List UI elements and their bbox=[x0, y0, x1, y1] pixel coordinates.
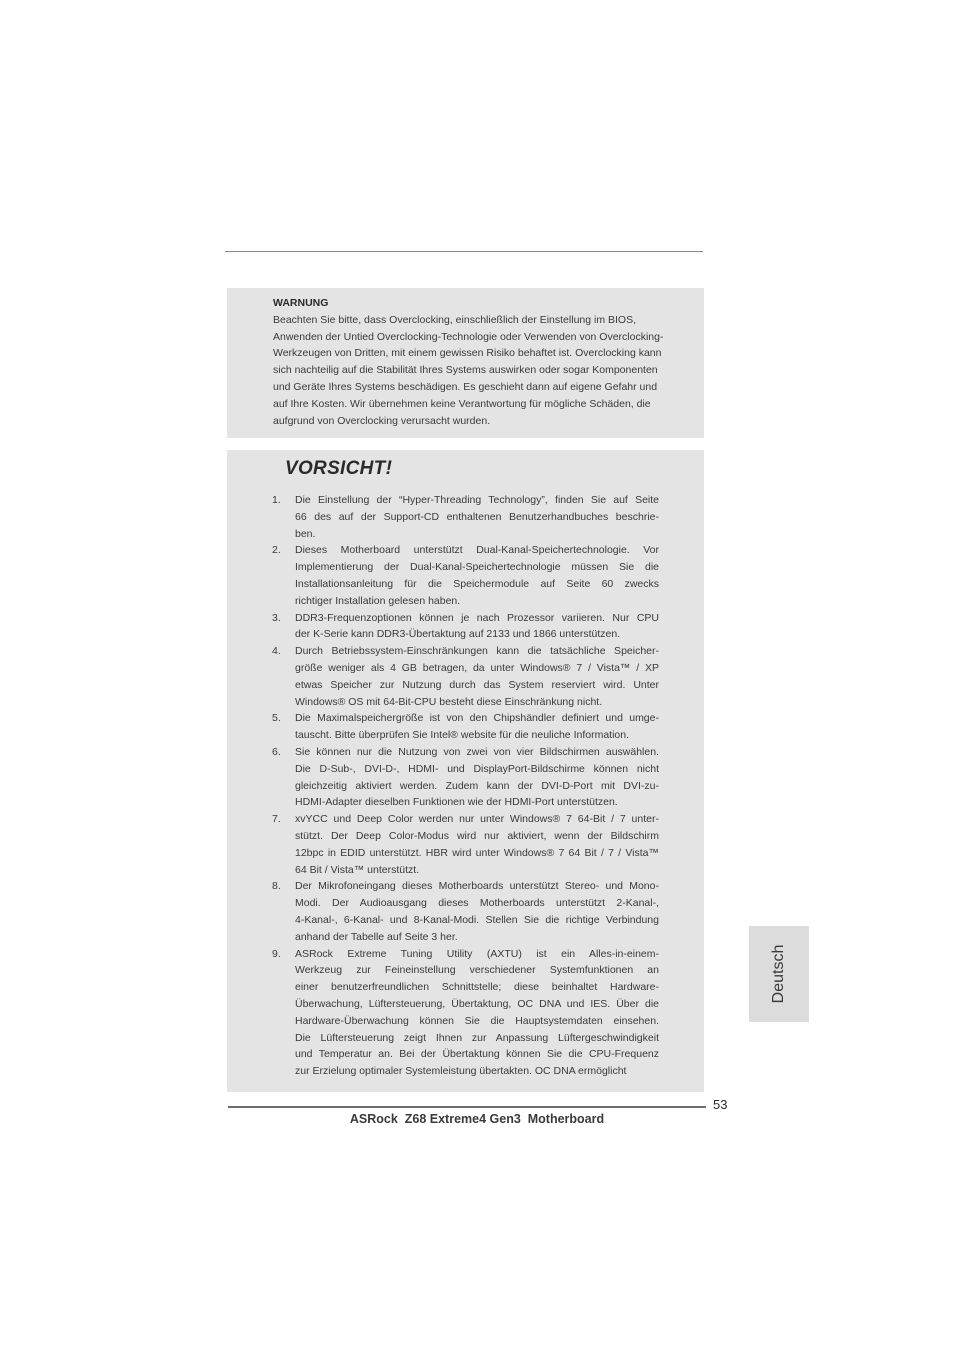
list-item-line: der K-Serie kann DDR3-Übertaktung auf 2133 und 1866 unterstützen. bbox=[295, 628, 621, 641]
list-item-line: Implementierung der Dual-Kanal-Speichertechnologie müssen Sie die bbox=[295, 561, 659, 574]
list-item-line: Hardware-Überwachung können Sie die Hauptsystemdaten einsehen. bbox=[295, 1014, 659, 1027]
list-item-line: Windows® OS mit 64-Bit-CPU besteht diese Einschränkung nicht. bbox=[295, 695, 603, 708]
list-item bbox=[227, 492, 704, 542]
list-item-line: tauscht. Bitte überprüfen Sie Intel® website für die neuliche Information. bbox=[295, 729, 630, 742]
list-item bbox=[227, 710, 704, 744]
list-item-number: 8. bbox=[272, 880, 281, 893]
list-item-line: Sie können nur die Nutzung von zwei von vier Bildschirmen auswählen. bbox=[295, 745, 659, 758]
list-item-line: 64 Bit / Vista™ unterstützt. bbox=[295, 863, 420, 876]
language-tab-label: Deutsch bbox=[770, 944, 787, 1004]
list-item-number: 4. bbox=[272, 645, 281, 658]
list-item-line: Modi. Der Audioausgang dieses Motherboards unterstützt 2-Kanal-, bbox=[295, 897, 659, 910]
list-item-text bbox=[295, 946, 659, 1080]
list-item-number: 2. bbox=[272, 544, 281, 557]
list-item-line: 4-Kanal-, 6-Kanal- und 8-Kanal-Modi. Stellen Sie die richtige Verbindung bbox=[295, 913, 659, 926]
list-item-line: richtiger Installation gelesen haben. bbox=[295, 594, 461, 607]
list-item-number: 9. bbox=[272, 947, 281, 960]
list-item-text bbox=[295, 643, 659, 710]
list-item-line: etwas Speicher zur Nutzung durch das System reserviert wird. Unter bbox=[295, 678, 659, 691]
warning-line: auf Ihre Kosten. Wir übernehmen keine Verantwortung für mögliche Schäden, die bbox=[273, 397, 651, 410]
warning-line: und Geräte Ihres Systems beschädigen. Es geschieht dann auf eigene Gefahr und bbox=[273, 380, 658, 393]
warning-line: Beachten Sie bitte, dass Overclocking, einschließlich der Einstellung im BIOS, bbox=[273, 313, 637, 326]
list-item-line: Die Maximalspeichergröße ist von den Chipshändler definiert und umge- bbox=[295, 712, 659, 725]
list-item-text bbox=[295, 744, 659, 811]
list-item bbox=[227, 610, 704, 644]
list-item-number: 3. bbox=[272, 611, 281, 624]
list-item-number: 6. bbox=[272, 745, 281, 758]
list-item-line: Die Lüftersteuerung zeigt Ihnen zur Anpassung Lüftergeschwindigkeit bbox=[295, 1031, 659, 1044]
list-item-text bbox=[295, 710, 659, 744]
warning-line: Anwenden der Untied Overclocking-Technologie oder Verwenden von Overclocking- bbox=[273, 330, 664, 343]
list-item-line: gleichzeitig aktiviert werden. Zudem kann der DVI-D-Port mit DVI-zu- bbox=[295, 779, 659, 792]
caution-title: VORSICHT! bbox=[285, 458, 393, 479]
list-item bbox=[227, 878, 704, 945]
list-item-line: und Temperatur an. Bei der Übertaktung können Sie die CPU-Frequenz bbox=[295, 1048, 659, 1061]
list-item-line: zur Erzielung optimaler Systemleistung übertakten. OC DNA ermöglicht bbox=[295, 1065, 627, 1078]
list-item-line: DDR3-Frequenzoptionen können je nach Prozessor variieren. Nur CPU bbox=[295, 611, 659, 624]
list-item-line: Dieses Motherboard unterstützt Dual-Kanal-Speichertechnologie. Vor bbox=[295, 544, 659, 557]
list-item-line: stützt. Der Deep Color-Modus wird nur aktiviert, wenn der Bildschirm bbox=[295, 829, 659, 842]
list-item-line: Der Mikrofoneingang dieses Motherboards unterstützt Stereo- und Mono- bbox=[295, 880, 659, 893]
caution-list bbox=[227, 492, 704, 1080]
warning-line: Werkzeugen von Dritten, mit einem gewissen Risiko behaftet ist. Overclocking kann bbox=[273, 347, 662, 360]
list-item-line: größe weniger als 4 GB betragen, da unter Windows® 7 / Vista™ / XP bbox=[295, 661, 659, 674]
list-item-line: einer benutzerfreundlichen Schnittstelle; diese beinhaltet Hardware- bbox=[295, 981, 659, 994]
list-item-text bbox=[295, 811, 659, 878]
list-item bbox=[227, 542, 704, 609]
list-item-line: Werkzeug zur Feineinstellung verschiedener Systemfunktionen an bbox=[295, 964, 659, 977]
warning-line: sich nachteilig auf die Stabilität Ihres Systems auswirken oder sogar Komponenten bbox=[273, 364, 658, 377]
list-item-line: ben. bbox=[295, 527, 316, 540]
list-item-line: Überwachung, Lüftersteuerung, Übertaktung, OC DNA und IES. Über die bbox=[295, 997, 659, 1010]
list-item-text bbox=[295, 610, 659, 644]
page-number: 53 bbox=[713, 1097, 728, 1112]
warning-line: aufgrund von Overclocking verursacht wurden. bbox=[273, 414, 491, 427]
list-item-line: anhand der Tabelle auf Seite 3 her. bbox=[295, 930, 458, 943]
list-item-line: Durch Betriebssystem-Einschränkungen kann die tatsächliche Speicher- bbox=[295, 645, 659, 658]
list-item-text bbox=[295, 878, 659, 945]
list-item-line: Die Einstellung der “Hyper-Threading Technology”, finden Sie auf Seite bbox=[295, 494, 659, 506]
list-item-line: 12bpc in EDID unterstützt. HBR wird unter Windows® 7 64 Bit / 7 / Vista™ bbox=[295, 846, 659, 859]
language-tab bbox=[749, 926, 809, 1022]
list-item bbox=[227, 643, 704, 710]
list-item-line: HDMI-Adapter dieselben Funktionen wie der HDMI-Port unterstützen. bbox=[295, 796, 618, 809]
warning-box bbox=[227, 288, 704, 438]
list-item bbox=[227, 811, 704, 878]
list-item bbox=[227, 946, 704, 1080]
list-item-line: ASRock Extreme Tuning Utility (AXTU) ist ein Alles-in-einem- bbox=[295, 947, 659, 960]
warning-title: WARNUNG bbox=[273, 297, 329, 309]
list-item-text bbox=[295, 542, 659, 609]
list-item-line: xvYCC und Deep Color werden nur unter Windows® 7 64-Bit / 7 unter- bbox=[295, 813, 659, 826]
list-item bbox=[227, 744, 704, 811]
bottom-divider bbox=[228, 1106, 706, 1108]
list-item-line: 66 des auf der Support-CD enthaltenen Benutzerhandbuches beschrie- bbox=[295, 510, 659, 523]
list-item-number: 5. bbox=[272, 712, 281, 725]
list-item-number: 1. bbox=[272, 494, 281, 506]
top-divider bbox=[225, 251, 703, 252]
list-item-number: 7. bbox=[272, 813, 281, 826]
footer-title: ASRock Z68 Extreme4 Gen3 Motherboard bbox=[349, 1112, 605, 1126]
caution-box bbox=[227, 450, 704, 1092]
list-item-line: Installationsanleitung für die Speichermodule auf Seite 60 zwecks bbox=[295, 577, 659, 590]
list-item-text bbox=[295, 492, 659, 542]
list-item-line: Die D-Sub-, DVI-D-, HDMI- und DisplayPort-Bildschirme können nicht bbox=[295, 762, 659, 775]
